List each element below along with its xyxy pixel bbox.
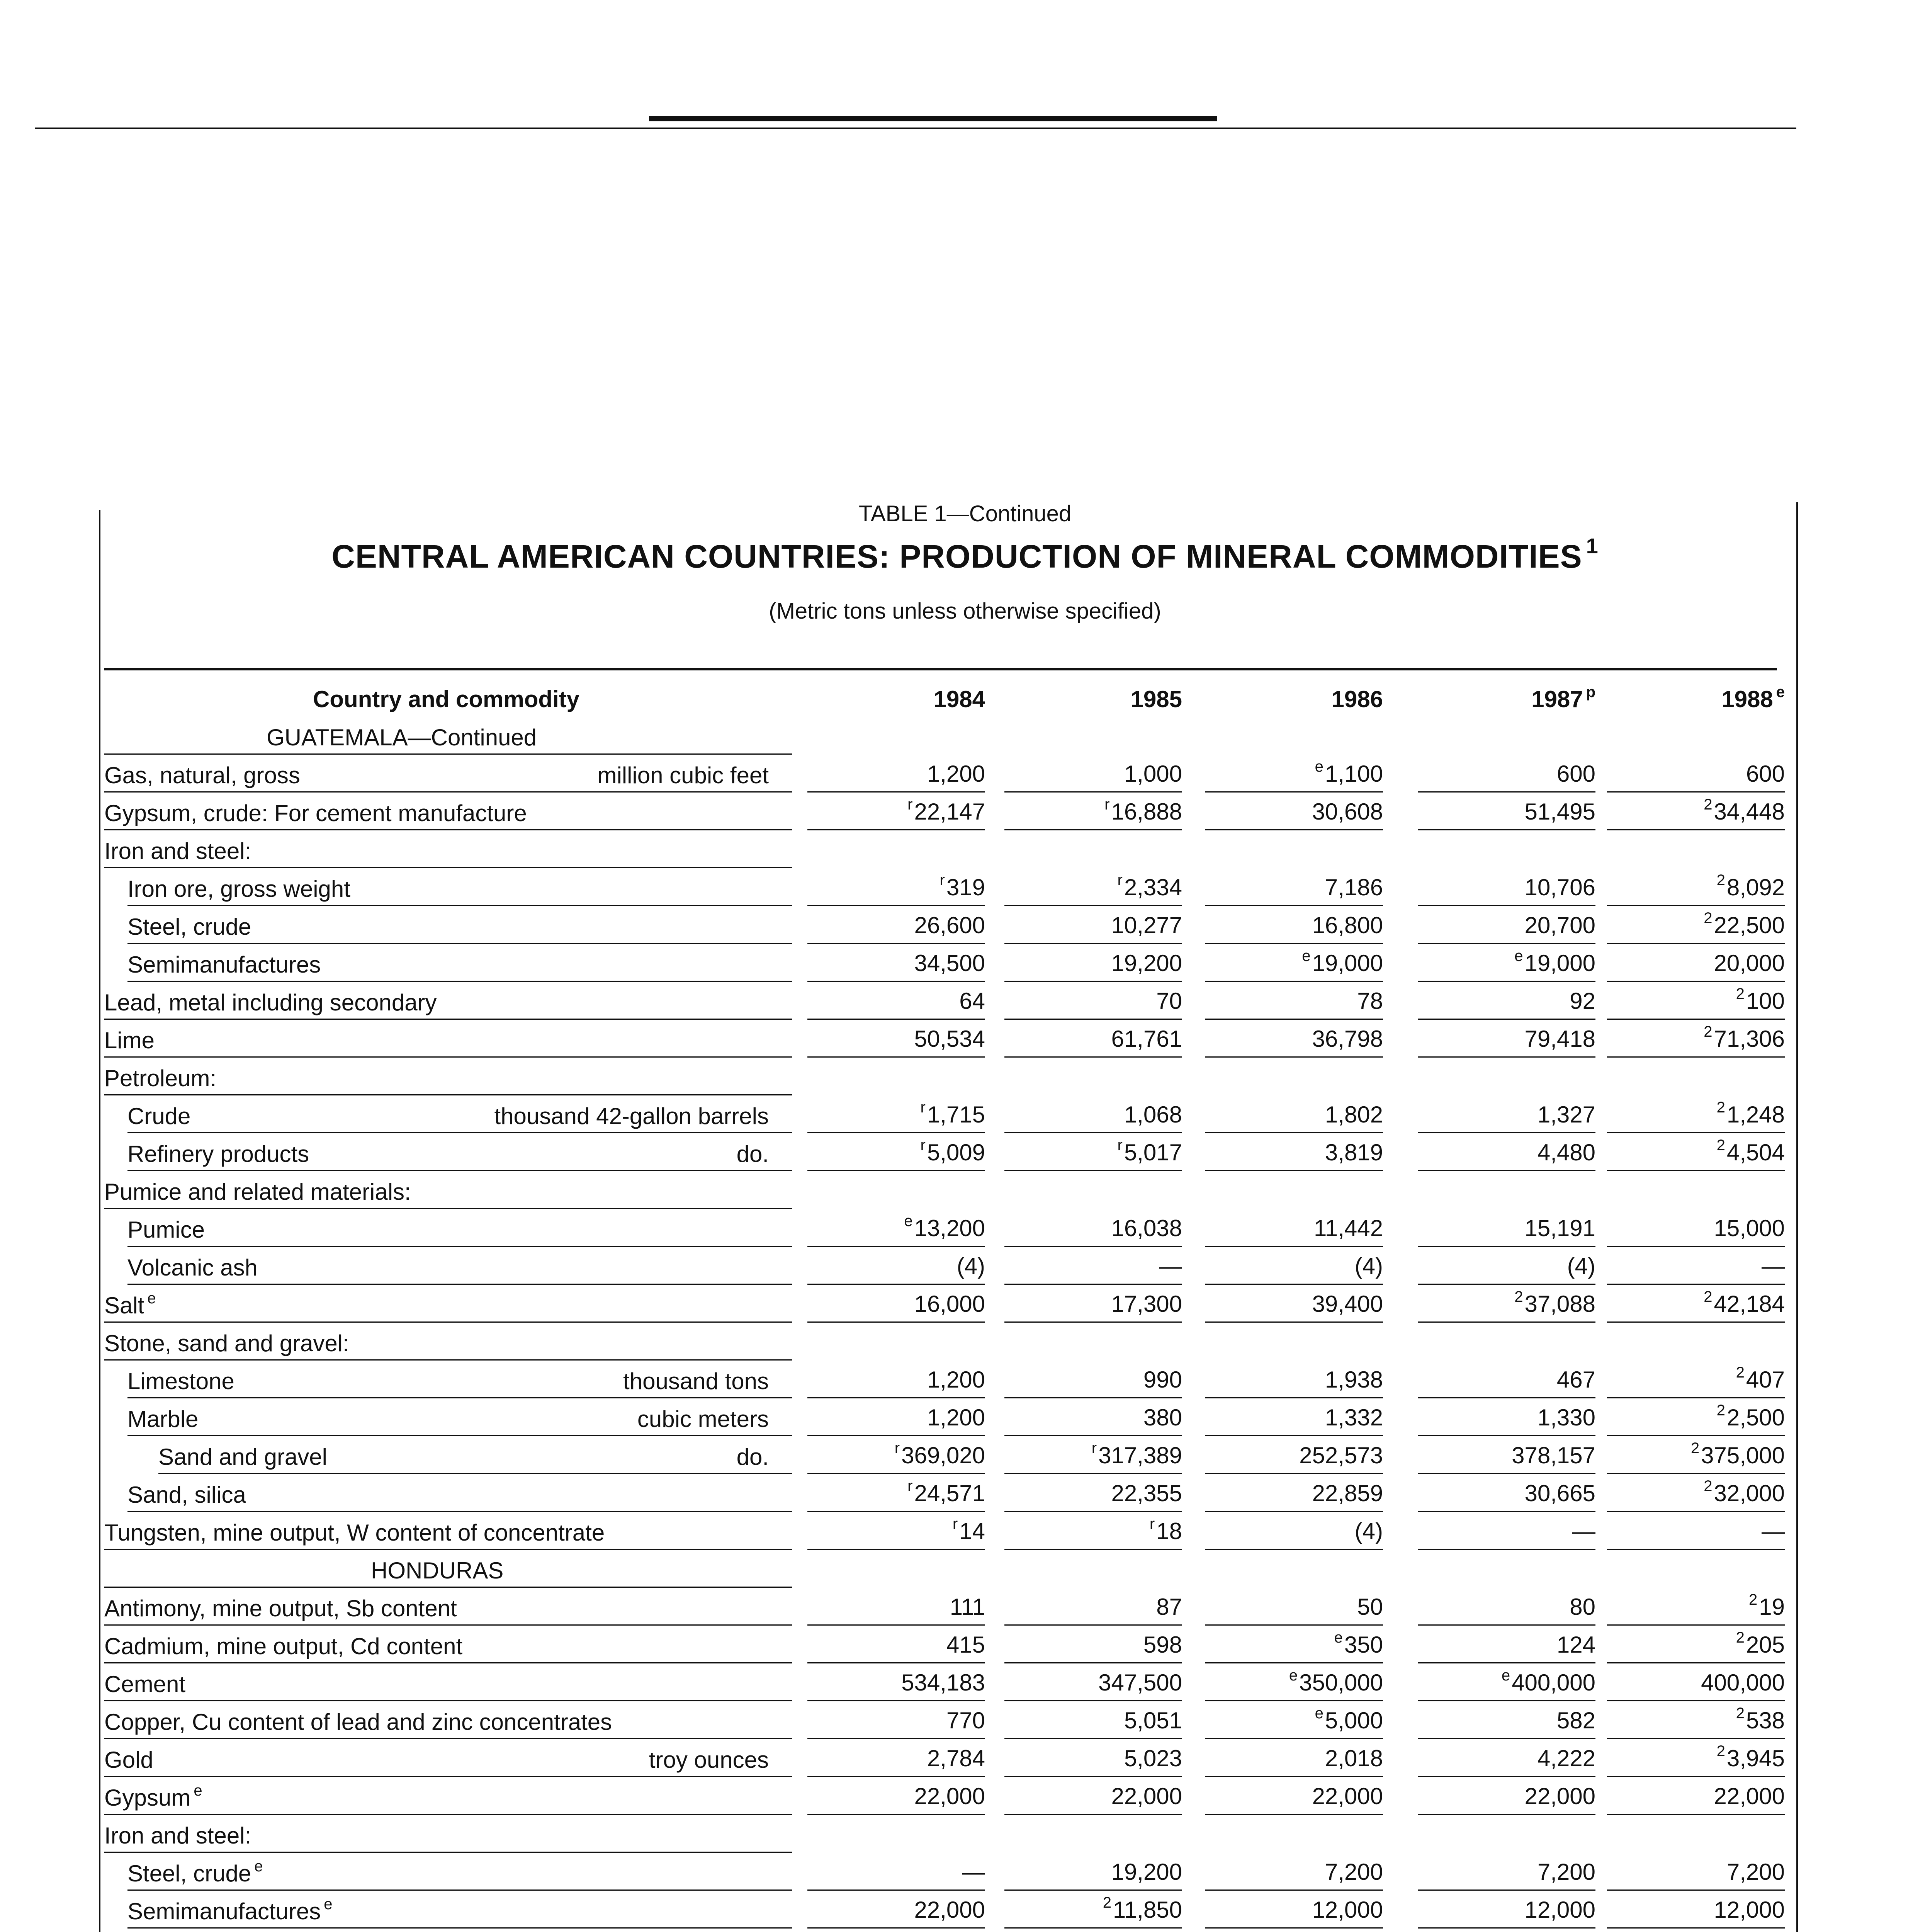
- value-footnote-mark: 2: [1749, 1591, 1758, 1608]
- value-cell: 12,000: [1524, 1897, 1595, 1923]
- value-cell: 12,000: [1312, 1897, 1383, 1923]
- value-cell: —: [1572, 1518, 1595, 1544]
- table-row: [104, 1891, 1785, 1929]
- table-row: [104, 1436, 1785, 1474]
- section-label: GUATEMALA—Continued: [267, 724, 537, 750]
- value-cell: 36,798: [1312, 1026, 1383, 1052]
- value-footnote-mark: 2: [1704, 1478, 1713, 1495]
- value-cell: $^e$5,000: [1315, 1705, 1383, 1733]
- header-year-1987: 1987 $^p$: [1531, 684, 1595, 712]
- value-cell: 1,938: [1325, 1367, 1383, 1393]
- table-row: [104, 1588, 1785, 1626]
- value-cell: 22,859: [1312, 1480, 1383, 1506]
- label-footnote-mark: e: [194, 1782, 202, 1799]
- value-cell: 12,000: [1714, 1897, 1785, 1923]
- value-cell: 20,000: [1714, 950, 1785, 976]
- value-cell: 22,000: [1714, 1783, 1785, 1809]
- value-cell: 2,784: [927, 1745, 985, 1771]
- group-header-row: [104, 1171, 1777, 1209]
- commodity-label: Petroleum:: [104, 1065, 217, 1091]
- table-row: [104, 982, 1785, 1020]
- value-footnote-mark: 2: [1704, 1288, 1713, 1305]
- commodity-label: Iron and steel:: [104, 838, 251, 864]
- commodity-label: Salt $^e$: [104, 1290, 156, 1318]
- table-row: [104, 1929, 1777, 1932]
- table-title-text: CENTRAL AMERICAN COUNTRIES: PRODUCTION OF MINERAL COMMODITIES: [331, 538, 1582, 575]
- commodity-label: Semimanufactures $^e$: [127, 1896, 333, 1924]
- value-cell: 770: [946, 1708, 985, 1733]
- value-footnote-mark: 2: [1704, 796, 1713, 813]
- value-cell: 78: [1357, 988, 1383, 1014]
- value-cell: —: [1762, 1253, 1785, 1279]
- value-cell: $^2$71,306: [1704, 1023, 1785, 1052]
- value-cell: 79,418: [1524, 1026, 1595, 1052]
- value-cell: $^2$19: [1749, 1591, 1785, 1620]
- value-cell: $^2$100: [1736, 985, 1785, 1014]
- value-cell: 1,802: [1325, 1102, 1383, 1128]
- value-cell: 1,068: [1124, 1102, 1182, 1128]
- value-cell: 17,300: [1111, 1291, 1182, 1317]
- value-cell: 34,500: [914, 950, 985, 976]
- value-cell: $^r$14: [952, 1515, 985, 1544]
- value-cell: $^e$1,100: [1315, 758, 1383, 787]
- commodity-label: Semimanufactures: [127, 952, 321, 978]
- value-cell: (4): [1354, 1253, 1383, 1279]
- value-footnote-mark: 2: [1716, 1137, 1725, 1154]
- table-body: [104, 717, 1785, 1932]
- section-label: HONDURAS: [371, 1558, 504, 1583]
- value-cell: 7,200: [1325, 1859, 1383, 1885]
- unit-label: cubic meters: [637, 1406, 769, 1432]
- value-footnote-mark: 2: [1704, 1023, 1713, 1040]
- unit-label: thousand tons: [623, 1368, 769, 1394]
- value-footnote-mark: r: [920, 1099, 926, 1116]
- value-footnote-mark: 2: [1716, 1743, 1725, 1760]
- value-footnote-mark: 2: [1690, 1440, 1700, 1457]
- production-table: [104, 668, 1785, 1932]
- value-cell: 16,038: [1111, 1215, 1182, 1241]
- commodity-label: Pumice and related materials:: [104, 1179, 411, 1205]
- value-cell: $^2$8,092: [1716, 872, 1785, 900]
- table-row: [104, 1133, 1785, 1171]
- value-cell: (4): [1354, 1518, 1383, 1544]
- value-cell: 380: [1143, 1405, 1182, 1430]
- value-footnote-mark: e: [1514, 947, 1523, 964]
- unit-label: troy ounces: [649, 1747, 769, 1773]
- value-cell: 2,018: [1325, 1745, 1383, 1771]
- value-cell: 111: [950, 1594, 985, 1620]
- top-rule-thin: [35, 128, 1796, 129]
- commodity-label: Gas, natural, gross: [104, 762, 300, 788]
- table-row: [104, 906, 1785, 944]
- value-cell: 22,000: [914, 1783, 985, 1809]
- unit-label: thousand 42-gallon barrels: [494, 1103, 769, 1129]
- value-footnote-mark: r: [894, 1440, 900, 1457]
- group-header-row: [104, 1815, 1777, 1853]
- value-cell: 534,183: [901, 1670, 985, 1696]
- value-cell: $^2$37,088: [1514, 1288, 1595, 1317]
- value-cell: —: [1762, 1518, 1785, 1544]
- table-row: [104, 1285, 1785, 1323]
- value-footnote-mark: 2: [1736, 1705, 1745, 1722]
- value-cell: $^e$350,000: [1289, 1667, 1383, 1696]
- commodity-label: Lime: [104, 1027, 155, 1053]
- value-cell: 5,023: [1124, 1745, 1182, 1771]
- commodity-label: Cadmium, mine output, Cd content: [104, 1633, 463, 1659]
- value-cell: 7,200: [1537, 1859, 1595, 1885]
- value-cell: 4,480: [1537, 1139, 1595, 1165]
- value-cell: (4): [957, 1253, 985, 1279]
- value-cell: 80: [1570, 1594, 1595, 1620]
- value-cell: $^2$2,500: [1716, 1402, 1785, 1430]
- value-cell: $^r$319: [940, 872, 985, 900]
- table-subtitle: (Metric tons unless otherwise specified): [769, 599, 1161, 624]
- value-cell: 1,200: [927, 1367, 985, 1393]
- value-cell: 19,200: [1111, 1859, 1182, 1885]
- value-cell: —: [1159, 1253, 1182, 1279]
- value-cell: $^r$5,009: [920, 1137, 985, 1165]
- value-cell: 400,000: [1701, 1670, 1785, 1696]
- value-cell: 1,332: [1325, 1405, 1383, 1430]
- value-footnote-mark: r: [1104, 796, 1110, 813]
- value-cell: 124: [1556, 1632, 1595, 1658]
- value-cell: 1,327: [1537, 1102, 1595, 1128]
- value-cell: 7,186: [1325, 874, 1383, 900]
- value-footnote-mark: r: [907, 796, 913, 813]
- table-row: [104, 1777, 1785, 1815]
- table-row: [104, 944, 1785, 982]
- value-footnote-mark: r: [1117, 872, 1123, 889]
- label-footnote-mark: e: [147, 1290, 156, 1307]
- value-footnote-mark: r: [952, 1515, 958, 1532]
- table-row: [104, 1663, 1785, 1701]
- value-footnote-mark: e: [1302, 947, 1311, 964]
- value-cell: 7,200: [1726, 1859, 1785, 1885]
- value-cell: 347,500: [1098, 1670, 1182, 1696]
- commodity-label: Antimony, mine output, Sb content: [104, 1595, 457, 1621]
- value-footnote-mark: 2: [1736, 1629, 1745, 1646]
- header-commodity: Country and commodity: [313, 686, 580, 712]
- value-footnote-mark: 2: [1716, 872, 1725, 889]
- value-cell: 11,442: [1313, 1215, 1383, 1241]
- value-cell: $^r$1,715: [920, 1099, 985, 1128]
- value-cell: —: [962, 1859, 985, 1885]
- value-cell: $^2$3,945: [1716, 1743, 1785, 1771]
- value-cell: 5,051: [1124, 1708, 1182, 1733]
- value-cell: $^r$22,147: [907, 796, 985, 825]
- value-footnote-mark: r: [1117, 1137, 1123, 1154]
- table-row: [104, 1247, 1785, 1285]
- commodity-label: Gold: [104, 1747, 153, 1773]
- commodity-label: Lead, metal including secondary: [104, 990, 437, 1015]
- value-footnote-mark: r: [940, 872, 945, 889]
- value-cell: $^r$5,017: [1117, 1137, 1182, 1165]
- commodity-label: Iron and steel:: [104, 1823, 251, 1849]
- value-cell: 15,000: [1714, 1215, 1785, 1241]
- value-cell: 4,222: [1537, 1745, 1595, 1771]
- value-cell: $^2$11,850: [1103, 1894, 1182, 1923]
- value-cell: $^r$369,020: [894, 1440, 985, 1468]
- table-row: [104, 755, 1785, 793]
- value-cell: $^2$407: [1736, 1364, 1785, 1393]
- unit-label: do.: [736, 1444, 769, 1470]
- commodity-label: Tungsten, mine output, W content of concentrate: [104, 1520, 605, 1546]
- value-footnote-mark: r: [907, 1478, 913, 1495]
- commodity-label: Volcanic ash: [127, 1255, 258, 1281]
- table-row: [104, 1626, 1785, 1663]
- header-year-1985: 1985: [1130, 686, 1182, 712]
- value-cell: 51,495: [1524, 799, 1595, 825]
- section-header-row: [104, 1550, 1777, 1588]
- value-cell: 600: [1746, 761, 1785, 787]
- value-cell: 16,800: [1312, 912, 1383, 938]
- value-footnote-mark: 2: [1716, 1099, 1725, 1116]
- value-cell: 22,355: [1111, 1480, 1182, 1506]
- value-footnote-mark: e: [904, 1213, 913, 1230]
- value-cell: 1,000: [1124, 761, 1182, 787]
- value-cell: (4): [1567, 1253, 1595, 1279]
- value-cell: $^2$22,500: [1704, 910, 1785, 938]
- header-year-1988: 1988 $^e$: [1721, 684, 1785, 712]
- table-header-row: [104, 668, 1785, 717]
- value-cell: $^r$16,888: [1104, 796, 1182, 825]
- value-footnote-mark: e: [1315, 1705, 1323, 1722]
- commodity-label: Gypsum, crude: For cement manufacture: [104, 800, 527, 826]
- value-cell: 467: [1556, 1367, 1595, 1393]
- commodity-label: Limestone: [127, 1368, 234, 1394]
- commodity-label: Steel, crude $^e$: [127, 1858, 263, 1886]
- value-cell: $^e$350: [1334, 1629, 1383, 1658]
- value-cell: 16,000: [914, 1291, 985, 1317]
- value-cell: 378,157: [1512, 1442, 1595, 1468]
- value-cell: $^2$1,248: [1716, 1099, 1785, 1128]
- group-header-row: [104, 1058, 1777, 1095]
- table-row: [104, 1361, 1785, 1398]
- unit-label: do.: [736, 1141, 769, 1167]
- value-cell: 50,534: [914, 1026, 985, 1052]
- group-header-row: [104, 1323, 1777, 1361]
- value-cell: 990: [1143, 1367, 1182, 1393]
- value-cell: 10,706: [1524, 874, 1595, 900]
- value-cell: 1,200: [927, 1405, 985, 1430]
- value-cell: $^r$2,334: [1117, 872, 1182, 900]
- title-footnote-marker: 1: [1586, 534, 1599, 558]
- unit-label: million cubic feet: [597, 762, 769, 788]
- value-cell: $^2$34,448: [1704, 796, 1785, 825]
- value-footnote-mark: r: [1149, 1515, 1155, 1532]
- value-cell: 1,330: [1537, 1405, 1595, 1430]
- label-footnote-mark: e: [324, 1896, 333, 1913]
- value-cell: 87: [1156, 1594, 1182, 1620]
- table-caption: TABLE 1—Continued: [858, 501, 1072, 526]
- value-cell: $^e$19,000: [1302, 947, 1383, 976]
- value-cell: 70: [1156, 988, 1182, 1014]
- value-cell: 92: [1570, 988, 1595, 1014]
- commodity-label: Iron ore, gross weight: [127, 876, 350, 902]
- section-header-row: [104, 717, 1777, 755]
- value-cell: $^r$18: [1149, 1515, 1182, 1544]
- value-cell: 30,665: [1524, 1480, 1595, 1506]
- value-footnote-mark: 2: [1103, 1894, 1111, 1911]
- header-year-1986: 1986: [1331, 686, 1383, 712]
- value-footnote-mark: 2: [1704, 910, 1713, 927]
- header-year-1984: 1984: [933, 686, 985, 712]
- value-cell: 39,400: [1312, 1291, 1383, 1317]
- commodity-label: Cement: [104, 1671, 186, 1697]
- value-cell: $^e$19,000: [1514, 947, 1595, 976]
- commodity-label: Refinery products: [127, 1141, 309, 1167]
- value-cell: 61,761: [1111, 1026, 1182, 1052]
- commodity-label: Steel, crude: [127, 914, 251, 940]
- value-cell: 582: [1556, 1708, 1595, 1733]
- commodity-label: Stone, sand and gravel:: [104, 1330, 349, 1356]
- table-row: [104, 793, 1785, 830]
- value-cell: $^2$32,000: [1704, 1478, 1785, 1506]
- commodity-label: Sand, silica: [127, 1482, 246, 1508]
- value-footnote-mark: e: [1289, 1667, 1298, 1684]
- value-footnote-mark: r: [920, 1137, 926, 1154]
- value-cell: $^2$205: [1736, 1629, 1785, 1658]
- table-row: [104, 1474, 1785, 1512]
- commodity-label: Copper, Cu content of lead and zinc concentrates: [104, 1709, 612, 1735]
- table-row: [104, 1095, 1785, 1133]
- value-cell: 20,700: [1524, 912, 1595, 938]
- value-footnote-mark: e: [1334, 1629, 1343, 1646]
- top-rule-thick: [649, 116, 1217, 121]
- value-cell: $^e$13,200: [904, 1213, 985, 1241]
- table-row: [104, 1853, 1785, 1891]
- value-footnote-mark: 2: [1716, 1402, 1725, 1419]
- commodity-label: Gypsum $^e$: [104, 1782, 202, 1811]
- table-row: [104, 1020, 1785, 1058]
- table-row: [104, 1739, 1785, 1777]
- value-cell: 22,000: [1111, 1783, 1182, 1809]
- commodity-label: Crude: [127, 1103, 191, 1129]
- table-title: [0, 534, 1930, 575]
- value-cell: $^2$42,184: [1704, 1288, 1785, 1317]
- value-cell: 10,277: [1111, 912, 1182, 938]
- value-cell: 30,608: [1312, 799, 1383, 825]
- value-footnote-mark: e: [1501, 1667, 1510, 1684]
- value-cell: 252,573: [1299, 1442, 1383, 1468]
- value-cell: $^2$375,000: [1690, 1440, 1785, 1468]
- value-footnote-mark: e: [1315, 758, 1323, 775]
- value-footnote-mark: 2: [1736, 985, 1745, 1002]
- table-row: [104, 1701, 1785, 1739]
- value-footnote-mark: r: [1091, 1440, 1097, 1457]
- value-cell: 3,819: [1325, 1139, 1383, 1165]
- value-cell: 600: [1556, 761, 1595, 787]
- table-row: [104, 868, 1785, 906]
- group-header-row: [104, 830, 1777, 868]
- table-row: [104, 1398, 1785, 1436]
- value-cell: 26,600: [914, 912, 985, 938]
- value-cell: $^r$317,389: [1091, 1440, 1182, 1468]
- value-cell: 415: [946, 1632, 985, 1658]
- label-footnote-mark: e: [254, 1858, 263, 1875]
- value-cell: $^2$538: [1736, 1705, 1785, 1733]
- commodity-label: Marble: [127, 1406, 199, 1432]
- value-cell: $^e$400,000: [1501, 1667, 1595, 1696]
- left-margin-line: [99, 510, 100, 1932]
- value-footnote-mark: 2: [1514, 1288, 1523, 1305]
- value-cell: $^r$24,571: [907, 1478, 985, 1506]
- right-margin-line: [1796, 502, 1798, 1932]
- commodity-label: Sand and gravel: [158, 1444, 327, 1470]
- value-cell: 19,200: [1111, 950, 1182, 976]
- value-cell: 50: [1357, 1594, 1383, 1620]
- commodity-label: Pumice: [127, 1217, 205, 1243]
- value-cell: 598: [1143, 1632, 1182, 1658]
- value-cell: 64: [959, 988, 985, 1014]
- value-cell: 15,191: [1524, 1215, 1595, 1241]
- value-cell: $^2$4,504: [1716, 1137, 1785, 1165]
- value-footnote-mark: 2: [1736, 1364, 1745, 1381]
- table-row: [104, 1512, 1785, 1550]
- value-cell: 1,200: [927, 761, 985, 787]
- value-cell: 22,000: [914, 1897, 985, 1923]
- table-row: [104, 1209, 1785, 1247]
- value-cell: 22,000: [1524, 1783, 1595, 1809]
- value-cell: 22,000: [1312, 1783, 1383, 1809]
